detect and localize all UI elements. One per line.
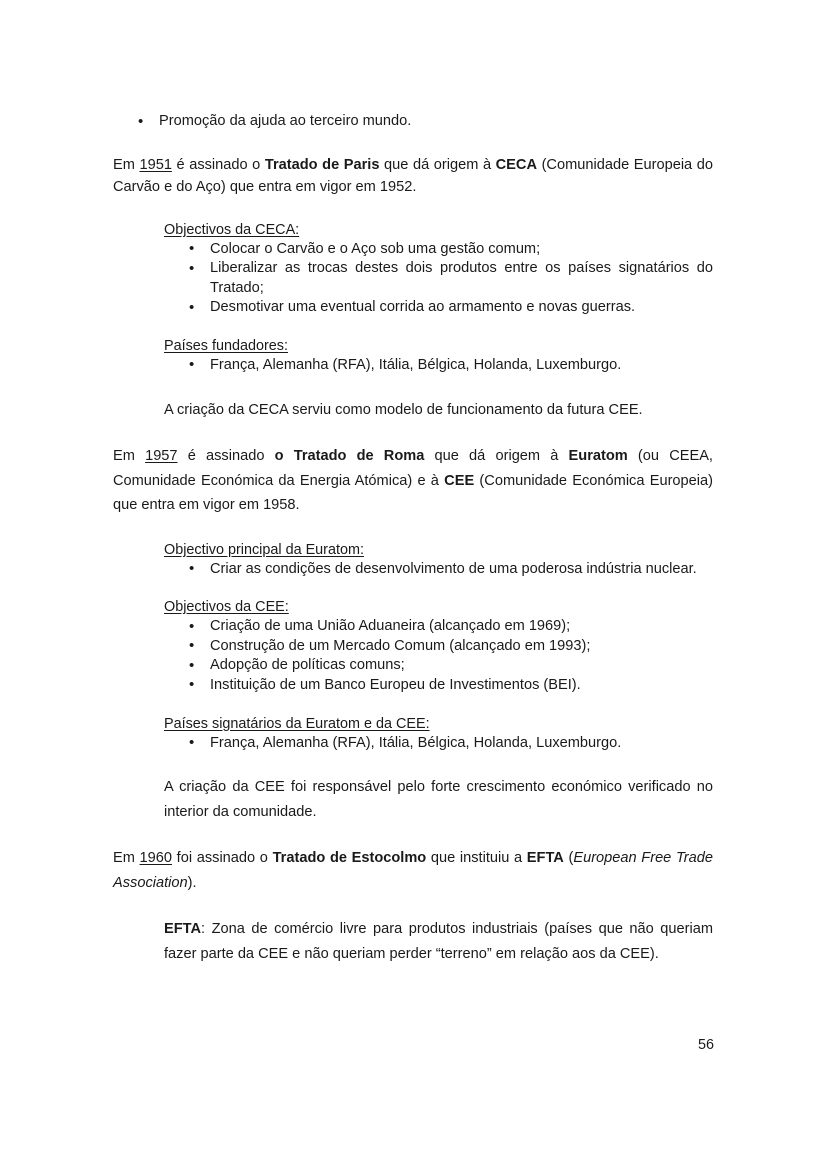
note-ceca-text: A criação da CECA serviu como modelo de funcionamento da futura CEE.	[164, 401, 643, 418]
ceca-objectives-list	[164, 240, 713, 318]
para-1960-bold-treaty: Tratado de Estocolmo	[272, 850, 427, 867]
list-item	[164, 734, 713, 754]
list-item	[164, 259, 713, 298]
spacer	[113, 895, 713, 917]
para-1960-seg-1: Em	[113, 850, 140, 867]
para-1957-seg-1: Em	[113, 448, 146, 465]
spacer	[113, 579, 713, 597]
list-item	[164, 298, 713, 318]
para-1960-seg-2: foi assinado o	[172, 850, 273, 867]
spacer	[113, 422, 713, 444]
note-efta-text	[164, 917, 713, 966]
list-item	[164, 240, 713, 260]
list-item	[164, 356, 713, 376]
section-ceca-founders	[164, 336, 713, 376]
para-1957-seg-3: que dá origem à	[424, 448, 569, 465]
para-1960-seg-5: ).	[187, 874, 197, 891]
cee-signatories-list	[164, 734, 713, 754]
section-ceca-objectives	[164, 220, 713, 318]
para-1951-bold-treaty: Tratado de Paris	[264, 156, 380, 173]
section-heading: Objectivo principal da Euratom:	[164, 541, 364, 558]
section-heading: Países signatários da Euratom e da CEE:	[164, 715, 430, 732]
list-item-text: Liberalizar as trocas destes dois produtos entre os países signatários do Tratado;	[210, 260, 713, 296]
para-1957-seg-5: (Comunidade Económica Europeia) que entra em vigor em 1958.	[113, 472, 713, 514]
list-item	[164, 637, 713, 657]
para-1951-bold-ceca: CECA	[495, 156, 537, 173]
note-ceca	[164, 398, 713, 423]
para-1960-year: 1960	[139, 850, 173, 867]
list-item	[164, 676, 713, 696]
section-cee-objectives	[164, 597, 713, 695]
para-1957-year: 1957	[145, 448, 178, 465]
list-item	[113, 112, 662, 132]
note-efta	[164, 917, 713, 966]
para-1960-seg-3: que instituiu a	[426, 850, 527, 867]
note-cee-text: A criação da CEE foi responsável pelo forte crescimento económico verificado no interior da comunidade.	[164, 779, 713, 820]
paragraph-1957	[113, 444, 713, 518]
para-1960-seg-4: (	[563, 850, 574, 867]
list-item-text: Criar as condições de desenvolvimento de uma poderosa indústria nuclear.	[210, 560, 697, 577]
section-cee-signatories	[164, 714, 713, 754]
note-efta-label: EFTA	[164, 921, 202, 938]
list-item	[164, 656, 713, 676]
note-efta-body: : Zona de comércio livre para produtos industriais (países que não queriam fazer parte da CEE e não queriam perder “terreno” em relação aos da CEE).	[164, 921, 713, 962]
spacer	[113, 318, 713, 336]
list-item-text: Criação de uma União Aduaneira (alcançado em 1969);	[210, 618, 571, 635]
spacer	[113, 824, 713, 846]
para-1951-seg-1: Em	[113, 156, 140, 173]
spacer	[113, 696, 713, 714]
list-item-text: Adopção de políticas comuns;	[210, 657, 405, 674]
list-item-text: Construção de um Mercado Comum (alcançado em 1993);	[210, 637, 591, 654]
para-1951-year: 1951	[139, 156, 172, 173]
list-item-text: França, Alemanha (RFA), Itália, Bélgica, Holanda, Luxemburgo.	[210, 734, 622, 751]
paragraph-1960	[113, 846, 713, 895]
section-heading: Objectivos da CEE:	[164, 599, 289, 616]
lead-bullet-list	[113, 112, 662, 132]
section-heading: Países fundadores:	[164, 337, 288, 354]
page-number: 56	[697, 1037, 714, 1053]
spacer	[113, 132, 713, 154]
para-1951-seg-4: (Comunidade Europeia do Carvão e do Aço) que entra em vigor em 1952.	[113, 156, 713, 195]
section-euratom-objective	[164, 540, 713, 580]
paragraph-1951	[113, 154, 713, 198]
para-1951-seg-2: é assinado o	[171, 156, 265, 173]
euratom-objective-list	[164, 560, 713, 580]
list-item	[164, 560, 713, 580]
spacer	[113, 376, 713, 398]
para-1957-seg-4: (ou CEEA, Comunidade Económica da Energia Atómica) e à	[113, 448, 713, 489]
lead-bullet-text: Promoção da ajuda ao terceiro mundo.	[159, 113, 412, 129]
section-heading: Objectivos da CECA:	[164, 221, 300, 238]
para-1957-bold-cee: CEE	[444, 472, 475, 489]
para-1960-bold-efta: EFTA	[526, 850, 564, 867]
list-item-text: França, Alemanha (RFA), Itália, Bélgica, Holanda, Luxemburgo.	[210, 356, 622, 373]
list-item	[164, 617, 713, 637]
list-item-text: Instituição de um Banco Europeu de Investimentos (BEI).	[210, 676, 581, 693]
spacer	[113, 198, 713, 220]
para-1957-bold-euratom: Euratom	[568, 448, 628, 465]
note-cee	[164, 775, 713, 824]
para-1951-seg-3: que dá origem à	[379, 156, 496, 173]
para-1960-italic-efta-expansion: European Free Trade Association	[113, 850, 713, 891]
para-1957-bold-treaty: o Tratado de Roma	[274, 448, 425, 465]
list-item-text: Desmotivar uma eventual corrida ao armamento e novas guerras.	[210, 299, 636, 316]
ceca-founders-list	[164, 356, 713, 376]
list-item-text: Colocar o Carvão e o Aço sob uma gestão comum;	[210, 240, 541, 257]
cee-objectives-list	[164, 617, 713, 695]
spacer	[113, 518, 713, 540]
spacer	[113, 753, 713, 775]
para-1957-seg-2: é assinado	[177, 448, 275, 465]
document-body	[113, 112, 713, 966]
